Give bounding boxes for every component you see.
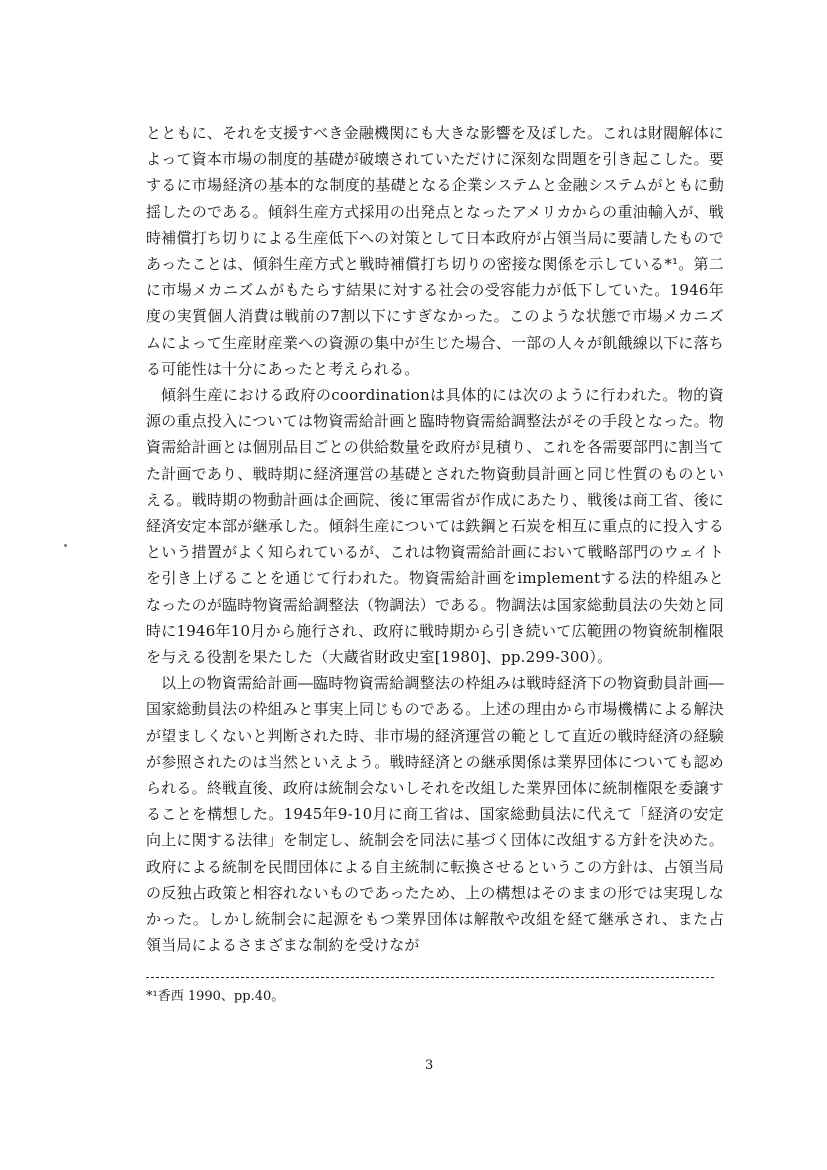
footnote-separator <box>146 977 714 978</box>
paragraph-1: とともに、それを支援すべき金融機関にも大きな影響を及ぼした。これは財閥解体によって資本市場の制度的基礎が破壊されていただけに深刻な問題を引き起こした。要するに市場経済の基本的な制度的基礎となる企業システムと金融システムがともに動揺したのである。傾斜生産方式採用の出発点となったアメリカからの重油輸入が、戦時補償打ち切りによる生産低下への対策として日本政府が占領当局に要請したものであったことは、傾斜生産方式と戦時補償打ち切りの密接な関係を示している*¹。第二に市場メカニズムがもたらす結果に対する社会の受容能力が低下していた。1946年度の実質個人消費は戦前の7割以下にすぎなかった。このような状態で市場メカニズムによって生産財産業への資源の集中が生じた場合、一部の人々が飢餓線以下に落ちる可能性は十分にあったと考えられる。 <box>146 124 724 378</box>
scan-speck <box>64 544 67 547</box>
footnote: *¹香西 1990、pp.40。 <box>146 989 285 1004</box>
page-number: 3 <box>425 1058 434 1073</box>
body-text <box>146 120 724 959</box>
paragraph-2: 傾斜生産における政府のcoordinationは具体的には次のように行われた。物的資源の重点投入については物資需給計画と臨時物資需給調整法がその手段となった。物資需給計画とは個別品目ごとの供給数量を政府が見積り、これを各需要部門に割当てた計画であり、戦時期に経済運営の基礎とされた物資動員計画と同じ性質のものといえる。戦時期の物動計画は企画院、後に軍需省が作成にあたり、戦後は商工省、後に経済安定本部が継承した。傾斜生産については鉄鋼と石炭を相互に重点的に投入するという措置がよく知られているが、これは物資需給計画において戦略部門のウェイトを引き上げることを通じて行われた。物資需給計画をimplementする法的枠組みとなったのが臨時物資需給調整法（物調法）である。物調法は国家総動員法の失効と同時に1946年10月から施行され、政府に戦時期から引き続いて広範囲の物資統制権限を与える役割を果たした（大蔵省財政史室[1980]、pp.299-300）。 <box>146 386 724 667</box>
paragraph-3: 以上の物資需給計画―臨時物資需給調整法の枠組みは戦時経済下の物資動員計画―国家総動員法の枠組みと事実上同じものである。上述の理由から市場機構による解決が望ましくないと判断された時、非市場的経済運営の範として直近の戦時経済の経験が参照されたのは当然といえよう。戦時経済との継承関係は業界団体についても認められる。終戦直後、政府は統制会ないしそれを改組した業界団体に統制権限を委譲することを構想した。1945年9-10月に商工省は、国家総動員法に代えて「経済の安定向上に関する法律」を制定し、統制会を同法に基づく団体に改組する方針を決めた。政府による統制を民間団体による自主統制に転換させるというこの方針は、占領当局の反独占政策と相容れないものであったため、上の構想はそのままの形では実現しなかった。しかし統制会に起源をもつ業界団体は解散や改組を経て継承され、また占領当局によるさまざまな制約を受けなが <box>146 674 724 955</box>
